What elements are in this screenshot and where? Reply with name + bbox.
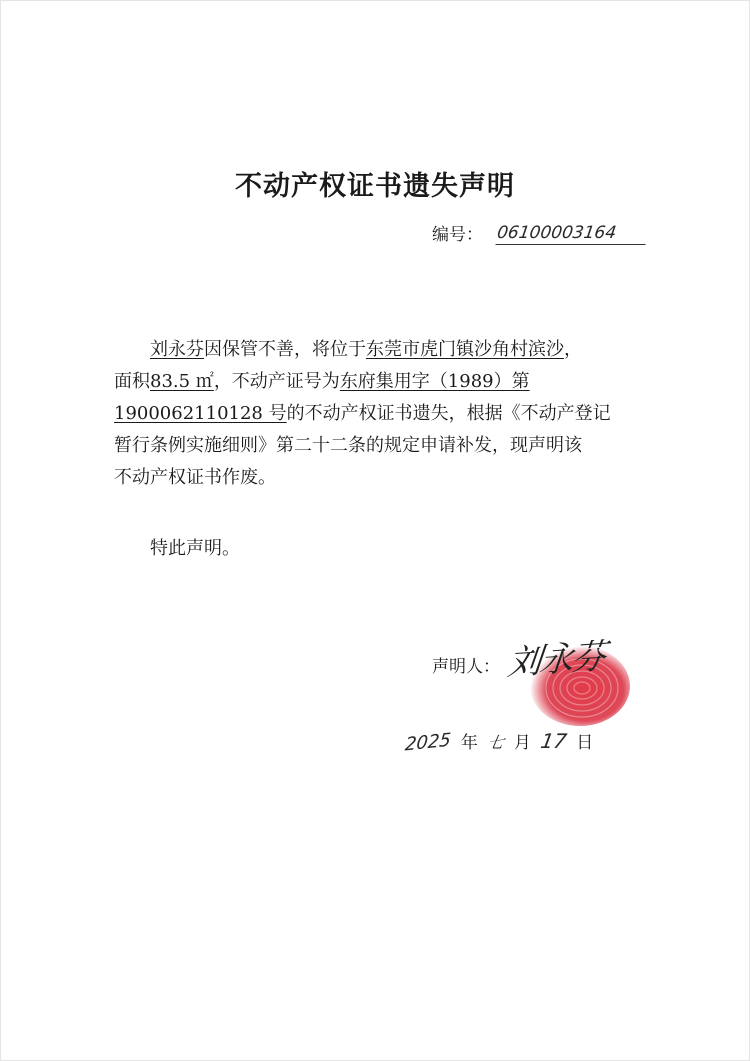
body-text-segment: 的不动产权证书遗失，根据《不动产登记 [286,403,611,424]
body-line-5: 不动产权证书作废。 [114,467,276,488]
date-month: 七 [485,733,506,752]
body-line-1 [114,334,644,366]
property-area: 83.5 ㎡ [150,371,214,392]
declarant-label: 声明人： [432,657,500,677]
year-label: 年 [460,733,478,753]
number-value: 06100003164 [495,223,648,245]
body-line-4: 暂行条例实施细则》第二十二条的规定申请补发，现声明该 [114,435,582,456]
date-day: 17 [538,729,569,753]
body-line-2 [114,366,644,398]
document-title: 不动产权证书遗失声明 [235,171,515,202]
month-label: 月 [513,733,531,753]
number-label: 编号： [432,225,483,245]
body-text-segment: ， [564,339,582,360]
certificate-prefix: 东府集用字（1989）第 [339,371,530,392]
document-number-row [432,220,647,245]
certificate-number: 1900062110128 号 [114,403,287,424]
day-label: 日 [576,733,594,753]
owner-name: 刘永芬 [150,339,204,360]
declaration-text: 特此声明。 [150,538,240,559]
statement-body [114,334,644,494]
body-text-segment: 面积 [114,371,150,392]
property-location: 东莞市虎门镇沙角村滨沙 [366,339,564,360]
declarant-signature: 刘永芬 [505,636,606,684]
body-text-segment: 因保管不善，将位于 [204,339,366,360]
date-row [404,728,594,756]
date-year: 2025 [404,729,452,756]
body-line-3 [114,398,644,430]
body-text-segment: ，不动产证号为 [213,371,340,392]
